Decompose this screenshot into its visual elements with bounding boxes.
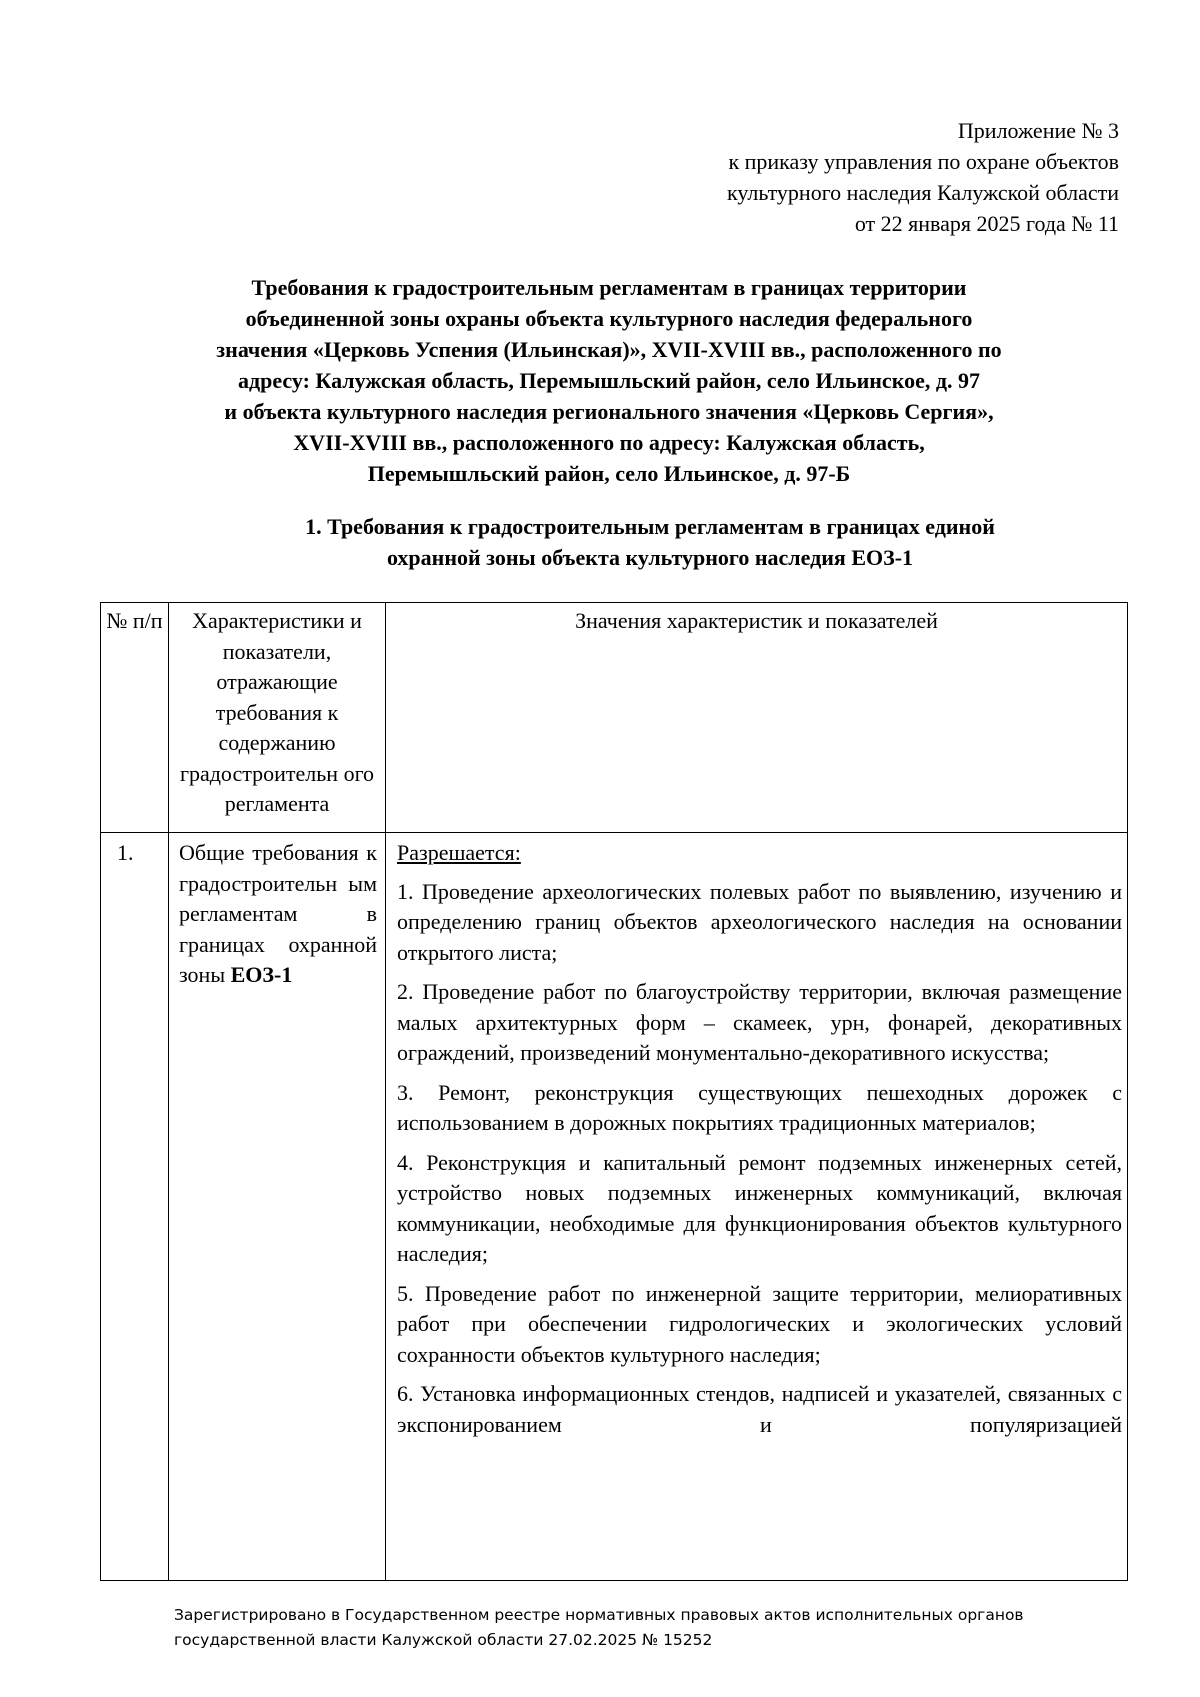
title-line-6: XVII-XVIII вв., расположенного по адресу: Калужская область,	[293, 430, 925, 455]
zone-code: ЕОЗ-1	[230, 962, 293, 987]
list-item: 1. Проведение археологических полевых работ по выявлению, изучению и определению границ объектов археологического наследия на основании открытого листа;	[397, 878, 1122, 965]
footer-line-1: Зарегистрировано в Государственном реестре нормативных правовых актов исполнительных органов	[174, 1606, 1024, 1624]
list-item: 3. Ремонт, реконструкция существующих пешеходных дорожек с использованием в дорожных покрытиях традиционных материалов;	[397, 1079, 1122, 1135]
appendix-order-line: к приказу управления по охране объектов	[728, 149, 1119, 174]
table-header-row	[101, 603, 1128, 833]
title-line-7: Перемышльский район, село Ильинское, д. 97-Б	[367, 461, 851, 486]
title-line-2: объединенной зоны охраны объекта культурного наследия федерального	[245, 306, 973, 331]
header-characteristics-cell: Характеристики и показатели, отражающие требования к содержанию градостроительн ого регламента	[169, 603, 386, 833]
document-title	[100, 272, 1118, 489]
section-title-line-2: охранной зоны объекта культурного наследия ЕОЗ-1	[386, 545, 914, 570]
allowed-heading: Разрешается:	[397, 840, 521, 865]
list-item: 5. Проведение работ по инженерной защите территории, мелиоративных работ при обеспечении гидрологических и экологических условий сохранности объектов культурного наследия;	[397, 1280, 1122, 1367]
appendix-authority-line: культурного наследия Калужской области	[727, 180, 1119, 205]
title-line-4: адресу: Калужская область, Перемышльский район, село Ильинское, д. 97	[238, 368, 980, 393]
requirements-table	[100, 602, 1128, 1581]
appendix-number: Приложение № 3	[957, 118, 1119, 143]
row-number-cell: 1.	[101, 833, 169, 1581]
title-line-1: Требования к градостроительным регламентам в границах территории	[251, 275, 967, 300]
header-number-cell: № п/п	[101, 603, 169, 833]
registration-footer	[174, 1603, 1134, 1653]
title-line-5: и объекта культурного наследия регионального значения «Церковь Сергия»,	[224, 399, 994, 424]
section-title	[150, 511, 1150, 573]
title-line-3: значения «Церковь Успения (Ильинская)», XVII-XVIII вв., расположенного по	[216, 337, 1002, 362]
row-characteristics-cell	[169, 833, 386, 1581]
row-values-cell	[386, 833, 1128, 1581]
row-characteristics-text: Общие требования к градостроительн ым регламентам в границах охранной зоны	[179, 840, 377, 987]
section-title-line-1: 1. Требования к градостроительным регламентам в границах единой	[305, 514, 995, 539]
list-item: 6. Установка информационных стендов, надписей и указателей, связанных с экспонированием и популяризацией	[397, 1381, 1122, 1437]
appendix-date-line: от 22 января 2025 года № 11	[854, 211, 1119, 236]
footer-line-2: государственной власти Калужской области 27.02.2025 № 15252	[174, 1631, 713, 1649]
header-values-cell: Значения характеристик и показателей	[386, 603, 1128, 833]
table-row	[101, 833, 1128, 1581]
list-item: 2. Проведение работ по благоустройству территории, включая размещение малых архитектурных форм – скамеек, урн, фонарей, декоративных ограждений, произведений монументально-декоративного искусства;	[397, 979, 1122, 1065]
list-item: 4. Реконструкция и капитальный ремонт подземных инженерных сетей, устройство новых подземных инженерных коммуникаций, включая коммуникации, необходимые для функционирования объектов культурного наследия;	[397, 1149, 1122, 1266]
appendix-header	[559, 115, 1119, 239]
